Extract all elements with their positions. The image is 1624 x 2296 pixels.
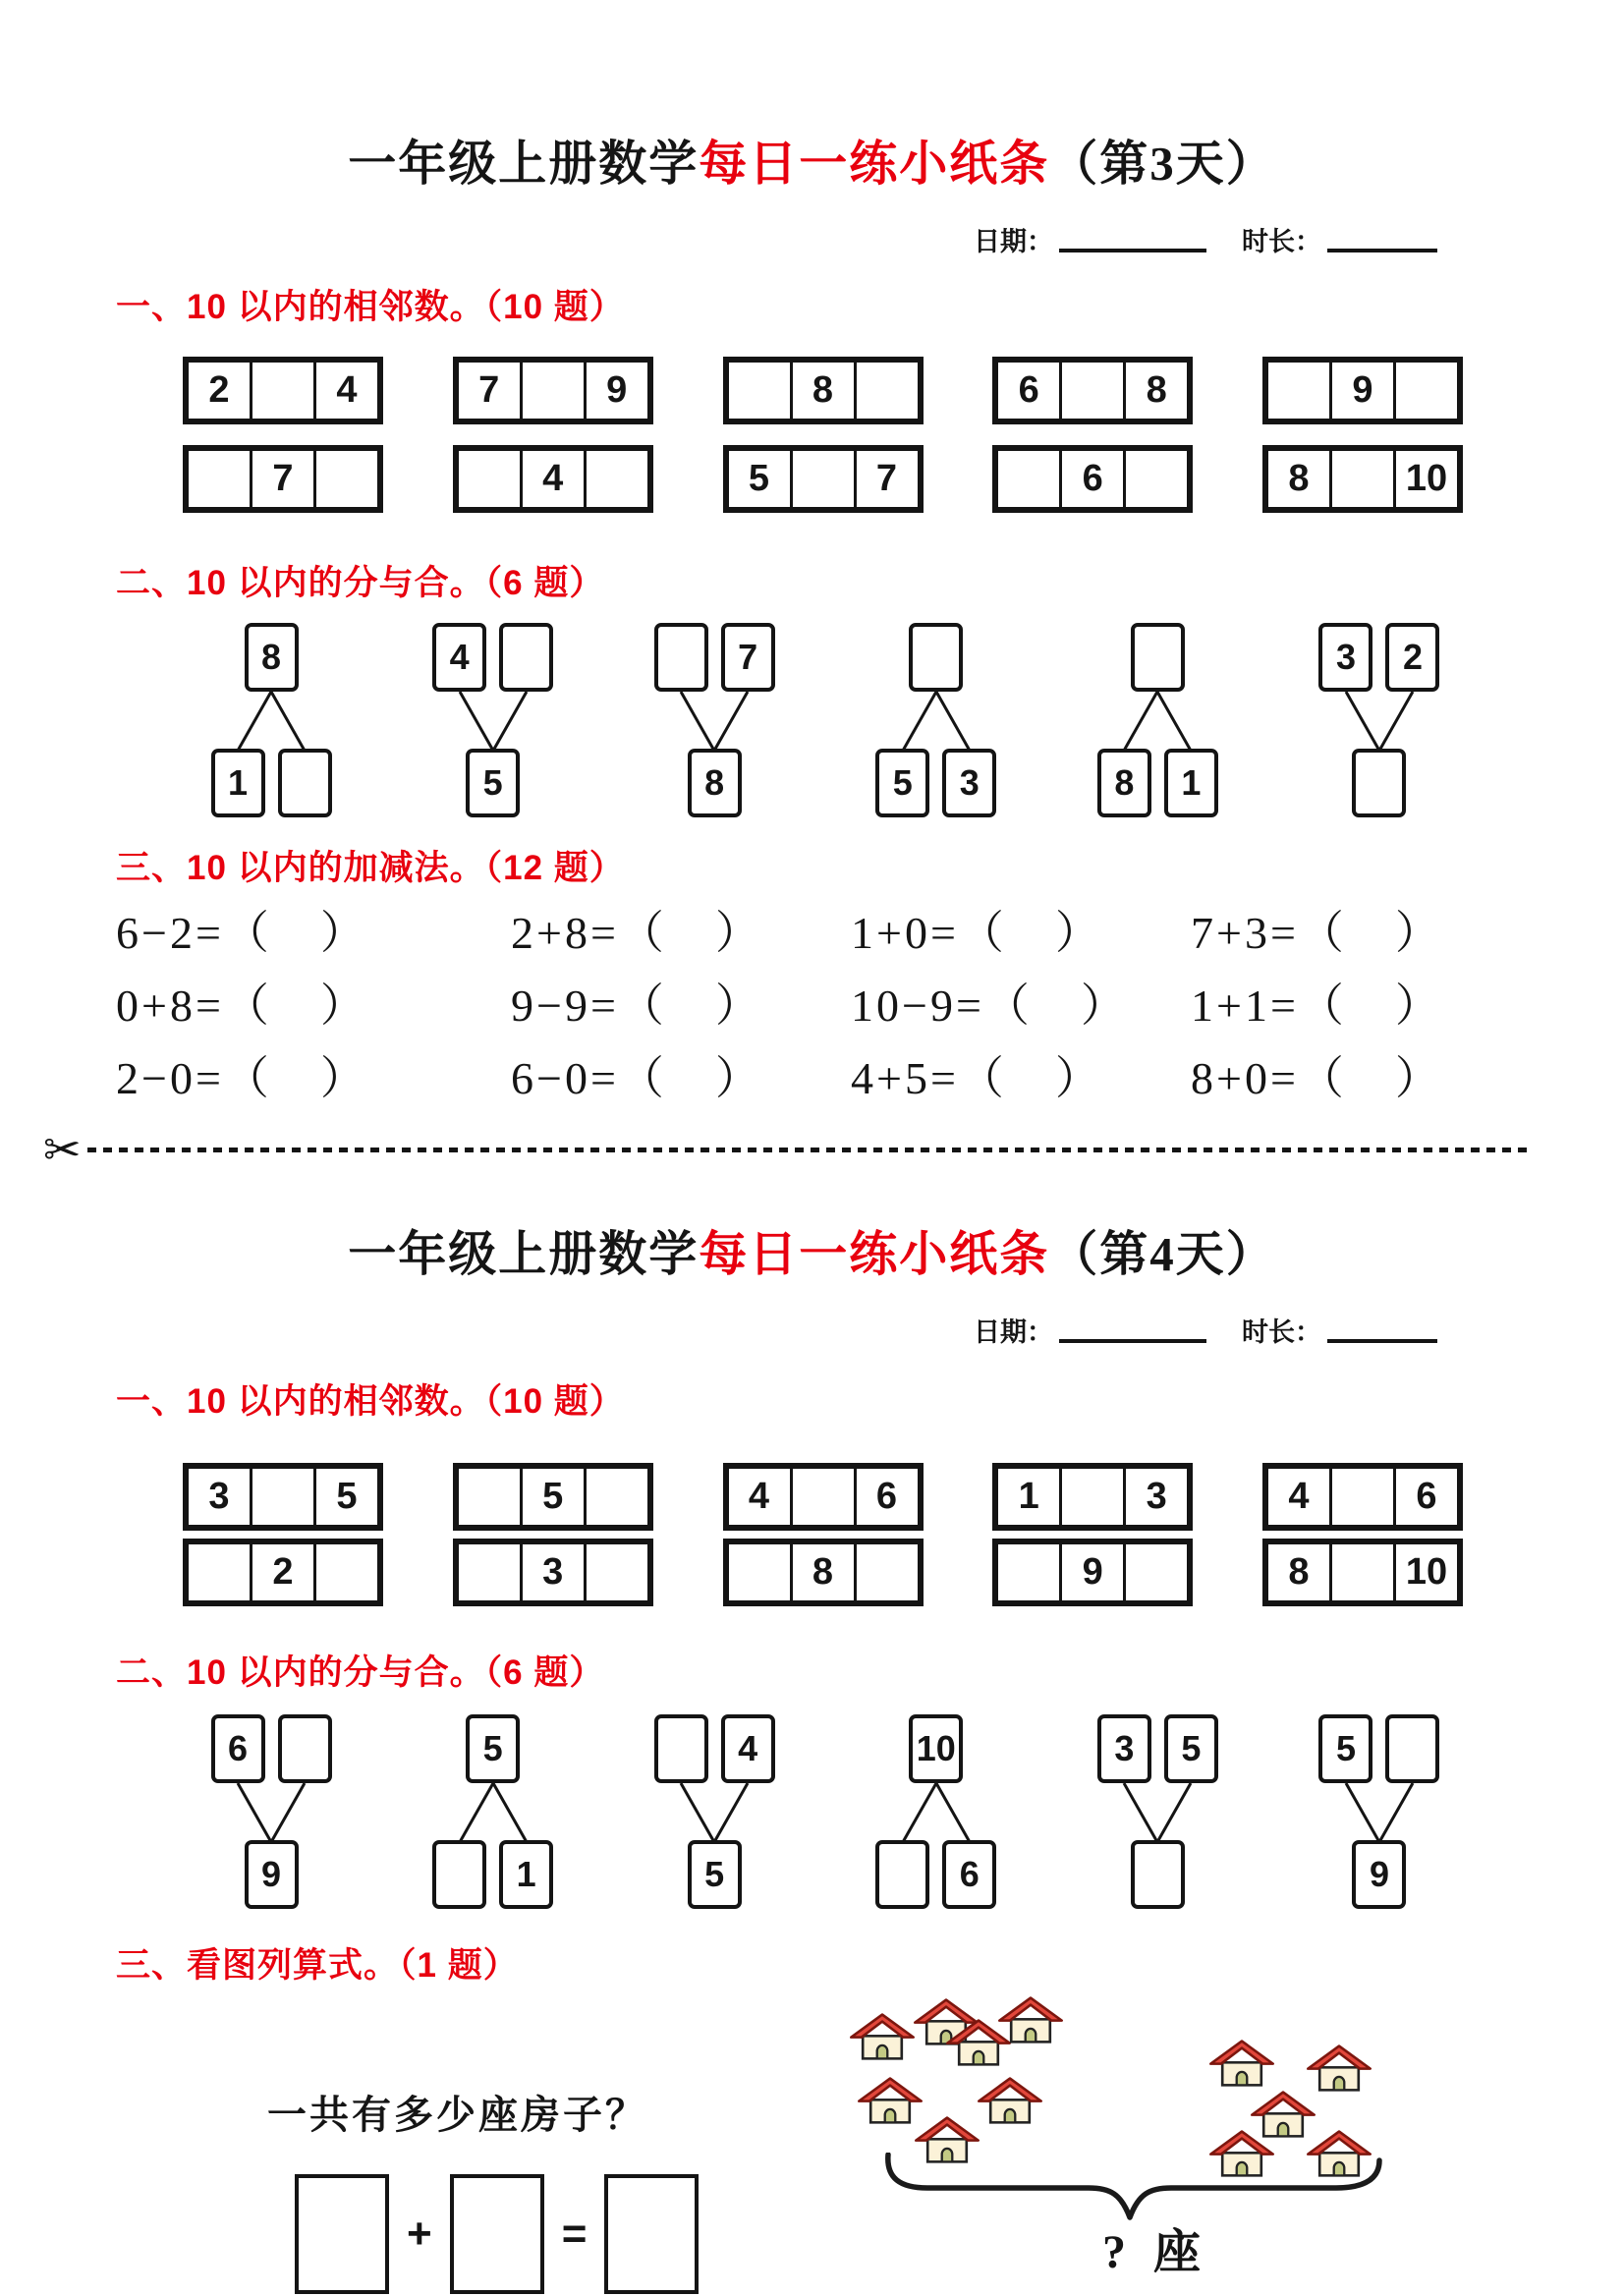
neighbor-cell-blank [584, 1466, 650, 1528]
neighbor-cell-filled: 8 [790, 360, 857, 421]
split-top-boxes [409, 623, 578, 692]
split-box-filled: 1 [499, 1840, 553, 1909]
split-box-filled: 1 [1164, 749, 1218, 817]
day4-section3-heading: 三、看图列算式。（1 题） [116, 1946, 519, 1986]
neighbor-cell-blank [584, 448, 650, 510]
neighbor-cell-filled: 7 [456, 360, 523, 421]
answer-box-addend1 [295, 2174, 389, 2294]
neighbor-number-group [1262, 357, 1463, 424]
neighbor-cell-blank [995, 1541, 1062, 1603]
split-top-boxes [630, 623, 799, 692]
split-box-blank [499, 623, 553, 692]
split-combine-problem [1295, 623, 1464, 817]
split-box-filled: 3 [1097, 1714, 1151, 1783]
split-box-filled: 6 [942, 1840, 996, 1909]
arithmetic-problem: 0+8=（ ） [116, 980, 368, 1032]
neighbor-cell-blank [1059, 1466, 1126, 1528]
neighbor-cell-blank [313, 1541, 380, 1603]
split-box-filled: 4 [721, 1714, 775, 1783]
split-bottom-boxes [409, 1840, 578, 1909]
neighbor-cell-blank [456, 1541, 523, 1603]
house-icon [1210, 2042, 1272, 2086]
split-bottom-boxes [409, 749, 578, 817]
day4-split-combine-row [187, 1714, 1464, 1909]
split-bottom-boxes [1073, 1840, 1242, 1909]
title-grade-part: 一年级上册数学 [348, 137, 700, 191]
title-series-part: 每日一练小纸条 [699, 137, 1050, 191]
split-box-blank [278, 1714, 332, 1783]
house-icon [859, 2079, 921, 2123]
neighbor-cell-blank [790, 448, 857, 510]
arithmetic-problem: 6−0=（ ） [511, 1053, 763, 1104]
dashed-cut-line [87, 1148, 1534, 1152]
split-bottom-boxes [630, 1840, 799, 1909]
split-top-boxes [852, 1714, 1021, 1783]
split-box-filled: 6 [211, 1714, 265, 1783]
neighbor-cell-blank [456, 1466, 523, 1528]
neighbor-cell-blank [186, 1541, 252, 1603]
day4-title [0, 1216, 1624, 1285]
neighbor-cell-blank [1329, 1466, 1396, 1528]
split-top-boxes [187, 623, 356, 692]
split-box-filled: 8 [245, 623, 299, 692]
neighbor-number-group [992, 1463, 1193, 1531]
neighbor-cell-blank [186, 448, 252, 510]
neighbor-cell-filled: 7 [250, 448, 316, 510]
day3-split-combine-row [187, 623, 1464, 817]
neighbor-cell-filled: 4 [726, 1466, 793, 1528]
neighbor-row [183, 1539, 1463, 1606]
split-bottom-boxes [852, 749, 1021, 817]
neighbor-cell-blank [1123, 448, 1190, 510]
neighbor-number-group [183, 357, 383, 424]
date-blank-line [1059, 1319, 1206, 1343]
neighbor-cell-filled: 5 [313, 1466, 380, 1528]
arithmetic-problem: 8+0=（ ） [1191, 1053, 1443, 1104]
neighbor-cell-filled: 2 [250, 1541, 316, 1603]
neighbor-number-group [1262, 445, 1463, 513]
split-box-filled: 3 [1318, 623, 1372, 692]
neighbor-cell-blank [520, 360, 587, 421]
neighbor-cell-blank [1329, 448, 1396, 510]
neighbor-row [183, 445, 1463, 513]
split-bottom-boxes [1073, 749, 1242, 817]
neighbor-cell-filled: 9 [1329, 360, 1396, 421]
split-bottom-boxes [187, 1840, 356, 1909]
neighbor-cell-filled: 7 [854, 448, 921, 510]
neighbor-number-group [723, 357, 924, 424]
house-icon [851, 2015, 913, 2059]
arithmetic-problem: 1+0=（ ） [851, 908, 1103, 958]
neighbor-cell-filled: 8 [1123, 360, 1190, 421]
neighbor-cell-filled: 10 [1393, 1541, 1460, 1603]
neighbor-cell-filled: 4 [313, 360, 380, 421]
neighbor-number-group [1262, 1463, 1463, 1531]
houses-group-left [843, 1995, 1069, 2172]
neighbor-cell-filled: 3 [520, 1541, 587, 1603]
house-icon [1252, 2093, 1314, 2137]
neighbor-number-group [453, 1463, 653, 1531]
arithmetic-problem: 2−0=（ ） [116, 1053, 368, 1104]
split-combine-problem [630, 623, 799, 817]
split-box-blank [875, 1840, 929, 1909]
date-blank-line [1059, 229, 1206, 252]
split-box-filled: 5 [875, 749, 929, 817]
neighbor-cell-blank [790, 1466, 857, 1528]
day3-date-duration-row [0, 220, 1624, 258]
neighbor-number-group [183, 445, 383, 513]
arithmetic-problem: 7+3=（ ） [1191, 908, 1443, 958]
equation-answer-row [295, 2174, 699, 2294]
arithmetic-problem: 10−9=（ ） [851, 980, 1129, 1032]
neighbor-number-group [723, 1463, 924, 1531]
neighbor-number-group [992, 445, 1193, 513]
split-box-blank [1352, 749, 1406, 817]
date-label: 日期： [974, 1317, 1053, 1348]
day4-section2-heading: 二、10 以内的分与合。（6 题） [116, 1653, 605, 1693]
arithmetic-problem: 2+8=（ ） [511, 908, 763, 958]
split-bottom-boxes [630, 749, 799, 817]
house-icon [999, 1998, 1061, 2043]
date-label: 日期： [974, 227, 1053, 256]
picture-question-text: 一共有多少座房子？ [267, 2094, 647, 2138]
total-question-label: ? 座 [1102, 2226, 1209, 2279]
title-day-part: （第4天） [1049, 1227, 1276, 1282]
split-combine-problem [1073, 623, 1242, 817]
split-bottom-boxes [187, 749, 356, 817]
neighbor-cell-filled: 9 [1059, 1541, 1126, 1603]
duration-blank-line [1327, 1319, 1437, 1343]
split-combine-problem [187, 1714, 356, 1909]
split-box-filled: 10 [909, 1714, 963, 1783]
split-box-filled: 7 [721, 623, 775, 692]
neighbor-cell-blank [1329, 1541, 1396, 1603]
neighbor-cell-filled: 3 [1123, 1466, 1190, 1528]
day4-section1-heading: 一、10 以内的相邻数。（10 题） [116, 1382, 625, 1422]
neighbor-cell-filled: 4 [520, 448, 587, 510]
day4-strip [0, 1216, 1624, 2296]
split-top-boxes [409, 1714, 578, 1783]
house-icon [979, 2079, 1040, 2123]
house-icon [1308, 2046, 1370, 2091]
answer-box-addend2 [450, 2174, 544, 2294]
house-icon [915, 2000, 977, 2044]
split-box-filled: 3 [942, 749, 996, 817]
neighbor-cell-blank [584, 1541, 650, 1603]
cut-here-divider [43, 1124, 1624, 1176]
neighbor-cell-filled: 6 [854, 1466, 921, 1528]
neighbor-cell-blank [456, 448, 523, 510]
split-combine-problem [1295, 1714, 1464, 1909]
neighbor-number-group [183, 1539, 383, 1606]
title-day-part: （第3天） [1049, 137, 1276, 191]
duration-label: 时长： [1242, 1317, 1321, 1348]
neighbor-number-group [992, 357, 1193, 424]
split-bottom-boxes [1295, 1840, 1464, 1909]
day3-neighbor-number-grid [183, 357, 1463, 513]
split-top-boxes [187, 1714, 356, 1783]
split-box-filled: 5 [466, 1714, 520, 1783]
title-grade-part: 一年级上册数学 [348, 1227, 700, 1282]
neighbor-number-group [183, 1463, 383, 1531]
neighbor-number-group [992, 1539, 1193, 1606]
split-box-filled: 9 [245, 1840, 299, 1909]
arithmetic-problem: 1+1=（ ） [1191, 980, 1443, 1032]
equals-sign: = [561, 2210, 588, 2259]
neighbor-cell-blank [1123, 1541, 1190, 1603]
neighbor-cell-filled: 8 [790, 1541, 857, 1603]
arithmetic-problem: 9−9=（ ） [511, 980, 763, 1032]
neighbor-cell-blank [726, 360, 793, 421]
neighbor-cell-filled: 2 [186, 360, 252, 421]
neighbor-cell-filled: 3 [186, 1466, 252, 1528]
split-combine-problem [852, 1714, 1021, 1909]
split-combine-problem [409, 623, 578, 817]
neighbor-row [183, 1463, 1463, 1531]
title-series-part: 每日一练小纸条 [699, 1227, 1050, 1282]
split-box-filled: 5 [688, 1840, 742, 1909]
split-box-filled: 5 [1318, 1714, 1372, 1783]
neighbor-number-group [453, 1539, 653, 1606]
answer-box-sum [604, 2174, 699, 2294]
split-box-blank [1131, 1840, 1185, 1909]
neighbor-number-group [453, 357, 653, 424]
split-combine-problem [187, 623, 356, 817]
neighbor-cell-filled: 9 [584, 360, 650, 421]
neighbor-cell-blank [854, 360, 921, 421]
duration-label: 时长： [1242, 227, 1321, 256]
neighbor-cell-blank [1265, 360, 1332, 421]
split-box-blank [1385, 1714, 1439, 1783]
duration-blank-line [1327, 229, 1437, 252]
neighbor-cell-filled: 6 [1393, 1466, 1460, 1528]
neighbor-cell-filled: 10 [1393, 448, 1460, 510]
day3-section3-heading: 三、10 以内的加减法。（12 题） [116, 849, 625, 887]
split-top-boxes [1295, 623, 1464, 692]
split-box-filled: 5 [1164, 1714, 1218, 1783]
neighbor-cell-blank [313, 448, 380, 510]
neighbor-cell-blank [995, 448, 1062, 510]
neighbor-number-group [453, 445, 653, 513]
split-combine-problem [1073, 1714, 1242, 1909]
plus-sign: + [407, 2210, 432, 2259]
neighbor-cell-filled: 8 [1265, 448, 1332, 510]
neighbor-cell-filled: 4 [1265, 1466, 1332, 1528]
split-box-blank [909, 623, 963, 692]
split-top-boxes [1073, 623, 1242, 692]
split-bottom-boxes [1295, 749, 1464, 817]
neighbor-row [183, 357, 1463, 424]
scissors-icon: ✂ [43, 1124, 82, 1176]
neighbor-cell-filled: 6 [1059, 448, 1126, 510]
day3-strip [0, 0, 1624, 1106]
split-top-boxes [630, 1714, 799, 1783]
day3-arithmetic-grid [116, 906, 1624, 1106]
split-combine-problem [409, 1714, 578, 1909]
split-box-filled: 9 [1352, 1840, 1406, 1909]
day3-title [0, 0, 1624, 195]
split-box-filled: 5 [466, 749, 520, 817]
neighbor-cell-blank [1393, 360, 1460, 421]
neighbor-cell-blank [250, 360, 316, 421]
split-top-boxes [852, 623, 1021, 692]
neighbor-cell-filled: 5 [726, 448, 793, 510]
arithmetic-problem: 6−2=（ ） [116, 908, 368, 958]
split-box-filled: 1 [211, 749, 265, 817]
split-box-filled: 8 [688, 749, 742, 817]
split-box-filled: 2 [1385, 623, 1439, 692]
neighbor-cell-filled: 5 [520, 1466, 587, 1528]
neighbor-cell-blank [1059, 360, 1126, 421]
picture-problem-area [0, 1995, 1624, 2296]
day3-section2-heading: 二、10 以内的分与合。（6 题） [116, 564, 605, 602]
day3-section1-heading: 一、10 以内的相邻数。（10 题） [116, 288, 625, 326]
neighbor-number-group [1262, 1539, 1463, 1606]
split-combine-problem [852, 623, 1021, 817]
neighbor-number-group [723, 1539, 924, 1606]
split-box-filled: 8 [1097, 749, 1151, 817]
split-box-blank [654, 623, 708, 692]
split-bottom-boxes [852, 1840, 1021, 1909]
arithmetic-problem: 4+5=（ ） [851, 1053, 1103, 1104]
day4-date-duration-row [0, 1311, 1624, 1349]
day4-neighbor-number-grid [183, 1463, 1463, 1606]
split-combine-problem [630, 1714, 799, 1909]
neighbor-cell-filled: 8 [1265, 1541, 1332, 1603]
split-box-filled: 4 [432, 623, 486, 692]
neighbor-number-group [723, 445, 924, 513]
neighbor-cell-blank [854, 1541, 921, 1603]
neighbor-cell-filled: 1 [995, 1466, 1062, 1528]
neighbor-cell-blank [726, 1541, 793, 1603]
neighbor-cell-filled: 6 [995, 360, 1062, 421]
split-box-blank [278, 749, 332, 817]
split-box-blank [1131, 623, 1185, 692]
split-box-blank [654, 1714, 708, 1783]
split-top-boxes [1073, 1714, 1242, 1783]
split-top-boxes [1295, 1714, 1464, 1783]
split-box-blank [432, 1840, 486, 1909]
neighbor-cell-blank [250, 1466, 316, 1528]
